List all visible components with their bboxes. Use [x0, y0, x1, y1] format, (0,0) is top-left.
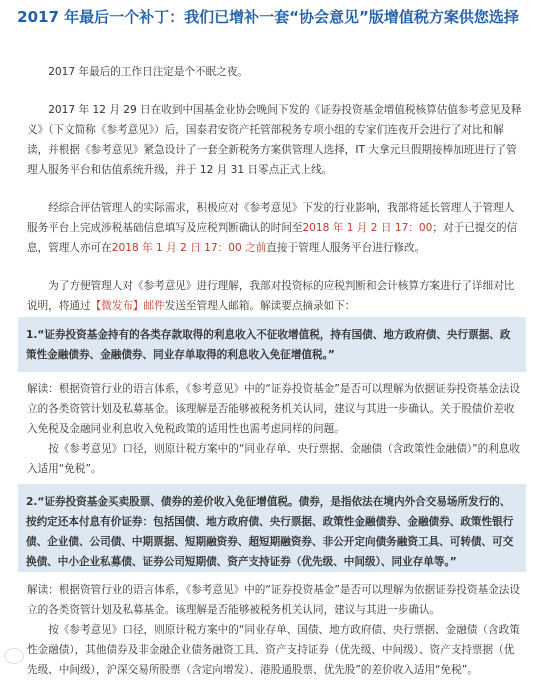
interpretation-2-text: 解读：根据资管行业的语言体系，《参考意见》中的“证券投资基金”是否可以理解为依据证券投资基金法设立的各类资管计划及私募基金。该理解是否能够被税务机关认同，建议与其进一步确认。 — [27, 584, 520, 616]
paragraph-3-text-c: 直接于管理人服务平台进行修改。 — [266, 242, 426, 254]
paragraph-4 — [27, 276, 524, 316]
watermark-logo-icon — [4, 648, 24, 664]
paragraph-3 — [27, 198, 524, 258]
paragraph-1: 2017 年最后的工作日注定是个不眠之夜。 — [48, 66, 249, 78]
paragraph-3-text-b: ；对于已提交的信息，管理人亦可在 — [27, 222, 518, 254]
paragraph-2: 2017 年 12 月 29 日在收到中国基金业协会晚间下发的《证券投资基金增值税核算估值参考意见及释义》（下文简称《参考意见》）后，国泰君安资产托管部税务专项小组的专家们连夜开会进行了对比和解读，并根据《参考意见》紧急设计了一套全新税务方案供管理人选择，IT 大拿元旦假期接棒加班进行了管理人服务平台和估值系统升级，并于 12 月 31 日零点正式上线。 — [27, 104, 522, 176]
interpretation-2 — [27, 580, 524, 680]
quote-box-1: 1.“证券投资基金持有的各类存款取得的利息收入不征收增值税，持有国债、地方政府债、央行票据、政策性金融债券、金融债券、同业存单取得的利息收入免征增值税。” — [18, 317, 526, 372]
paragraph-3-text-a: 经综合评估管理人的实际需求，积极应对《参考意见》下发的行业影响，我部将延长管理人于管理人服务平台上完成涉税基础信息填写及应税判断确认的时间至 — [27, 202, 515, 234]
article-title: 2017 年最后一个补丁：我们已增补一套“协会意见”版增值税方案供您选择 — [17, 8, 519, 26]
quote-box-2: 2.“证券投资基金买卖股票、债券的差价收入免征增值税。债券，是指依法在境内外合交易场所发行的、按约定还本付息有价证券：包括国债、地方政府债、央行票据、政策性金融债券、金融债券、政策性银行债、企业债、公司债、中期票据、短期融资券、超短期融资券、非公开定向债务融资工具、可转债、可交换债、中小企业私募债、证券公司短期债、资产支持证券（优先级、中间级）、同业存单等。” — [18, 484, 526, 572]
paragraph-4-text-a: 为了方便管理人对《参考意见》进行理解，我部对投资标的应税判断和会计核算方案进行了详细对比说明，将通过 — [27, 280, 515, 312]
paragraph-4-text-b: 发送至管理人邮箱。解读要点摘录如下： — [164, 300, 356, 312]
interpretation-2-note: 按《参考意见》口径，则原计税方案中的“同业存单、国债、地方政府债、央行票据、金融债（含政策性金融债），其他债券及非金融企业债务融资工具、资产支持证券（优先级、中间级）、资产支持票据（优先级、中间级），沪深交易所股票（含定向增发）、港股通股票、优先股”的差价收入适用“免税”。 — [27, 624, 520, 676]
interpretation-1-note: 按《参考意见》口径，则原计税方案中的“同业存单、央行票据、金融债（含政策性金融债）”的利息收入适用“免税”。 — [27, 443, 520, 475]
article-body — [27, 62, 524, 334]
deadline-date-1: 2018 年 1 月 2 日 17：00 — [302, 222, 433, 234]
weifabu-email-label: 【微发布】邮件 — [90, 300, 165, 312]
interpretation-1 — [27, 379, 524, 479]
deadline-date-2: 2018 年 1 月 2 日 17：00 之前 — [111, 242, 267, 254]
interpretation-1-text: 解读：根据资管行业的语言体系，《参考意见》中的“证券投资基金”是否可以理解为依据证券投资基金法设立的各类资管计划及私募基金。该理解是否能够被税务机关认同，建议与其进一步确认。关于股债价差收入免税及金融同业利息收入免税政策的适用性也需考虑同样的问题。 — [27, 383, 520, 435]
